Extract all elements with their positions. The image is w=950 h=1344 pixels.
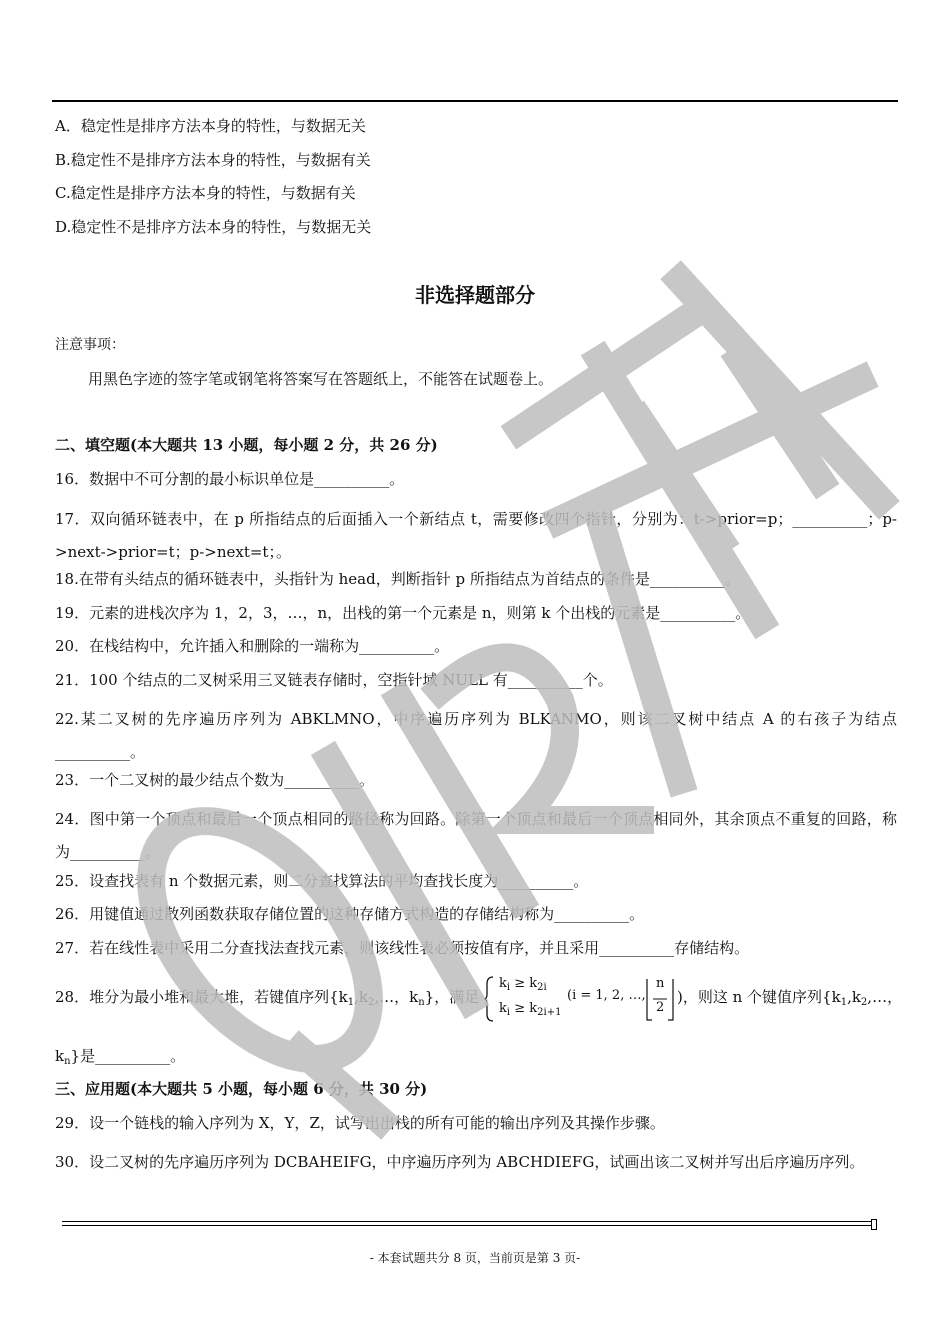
question-17: 17．双向循环链表中，在 p 所指结点的后面插入一个新结点 t，需要修改四个指针，分别为：t->prior=p；__________；p->next->prior=t；p->next=t；。 <box>55 510 897 561</box>
section-title: 非选择题部分 <box>415 283 535 307</box>
heap-condition-2: $k_i \ge k_{2i+1}$ <box>499 1001 562 1018</box>
fraction-numerator: n <box>656 976 665 991</box>
option-b: B.稳定性不是排序方法本身的特性，与数据有关 <box>55 151 371 169</box>
q28-sub: 2 <box>367 997 375 1008</box>
heap-condition-1: $k_i \ge k_{2i}$ <box>499 976 547 993</box>
question-30: 30．设二叉树的先序遍历序列为 DCBAHEIFG，中序遍历序列为 ABCHDIEFG，试画出该二叉树并写出后序遍历序列。 <box>55 1153 865 1171</box>
q28-sub: n <box>418 997 425 1008</box>
notice-text: 用黑色字迹的签字笔或钢笔将答案写在答题纸上，不能答在试题卷上。 <box>88 370 554 388</box>
q28-sub: 1 <box>347 997 355 1008</box>
bottom-rule <box>62 1225 872 1226</box>
question-21: 21．100 个结点的二叉树采用三叉链表存储时，空指针域 NULL 有__________个。 <box>55 671 613 689</box>
top-rule <box>52 100 898 102</box>
question-22: 22.某二叉树的先序遍历序列为 ABKLMNO，中序遍历序列为 BLKANMO，则该二叉树中结点 A 的右孩子为结点__________。 <box>55 710 897 761</box>
option-d: D.稳定性不是排序方法本身的特性，与数据无关 <box>55 218 372 236</box>
q28-text: }，满足 <box>424 988 480 1006</box>
question-25: 25．设查找表有 n 个数据元素，则二分查找算法的平均查找长度为__________。 <box>55 872 589 890</box>
heap-range: (i = 1, 2, …, <box>567 988 646 1003</box>
question-27: 27．若在线性表中采用二分查找法查找元素，则该线性表必须按值有序，并且采用__________存储结构。 <box>55 939 750 957</box>
bottom-rule <box>62 1221 872 1222</box>
question-23: 23．一个二叉树的最少结点个数为__________。 <box>55 771 375 789</box>
question-28-line2: $k_n$}是__________。 <box>55 1047 186 1067</box>
fraction-denominator: 2 <box>656 1000 665 1015</box>
question-28: 28．堆分为最小堆和最大堆，若键值序列{$k_1,k_2,\dots$，$k_n$}，满足 $k_i \ge k_{2i}$ $k_i \ge k_{2i+1}$ (i = 1, 2, …, n 2 )，则这 n 个键值序列{$k_1,k_2,\dots$， <box>55 976 897 1026</box>
question-24: 24．图中第一个顶点和最后一个顶点相同的路径称为回路。除第一个顶点和最后一个顶点相同外，其余顶点不重复的回路，称为__________。 <box>55 810 897 861</box>
question-18: 18.在带有头结点的循环链表中，头指针为 head，判断指针 p 所指结点为首结点的条件是__________。 <box>55 570 740 588</box>
q28-prefix: 28．堆分为最小堆和最大堆，若键值序列{k <box>55 988 348 1006</box>
question-16: 16．数据中不可分割的最小标识单位是__________。 <box>55 470 405 488</box>
question-26: 26．用键值通过散列函数获取存储位置的这种存储方式构造的存储结构称为__________。 <box>55 905 645 923</box>
q28-after: )，则这 n 个键值序列{k <box>677 988 841 1006</box>
app-section-heading: 三、应用题(本大题共 5 小题，每小题 6 分，共 30 分) <box>55 1080 428 1098</box>
option-c: C.稳定性是排序方法本身的特性，与数据有关 <box>55 184 356 202</box>
q28-text: ,…，k <box>374 988 419 1006</box>
q28-text: ,k <box>354 988 368 1006</box>
fill-section-heading: 二、填空题(本大题共 13 小题，每小题 2 分，共 26 分) <box>55 436 438 454</box>
question-20: 20．在栈结构中，允许插入和删除的一端称为__________。 <box>55 637 450 655</box>
left-brace-icon <box>483 976 495 1022</box>
question-29: 29．设一个链栈的输入序列为 X，Y，Z，试写出出栈的所有可能的输出序列及其操作步骤。 <box>55 1114 665 1132</box>
notice-heading: 注意事项： <box>55 337 125 353</box>
option-a: A．稳定性是排序方法本身的特性，与数据无关 <box>55 117 366 135</box>
bottom-rule-end <box>871 1219 877 1230</box>
question-19: 19．元素的进栈次序为 1，2，3，…，n，出栈的第一个元素是 n，则第 k 个出栈的元素是__________。 <box>55 604 751 622</box>
page-footer: - 本套试题共分 8 页，当前页是第 3 页- <box>369 1251 581 1265</box>
